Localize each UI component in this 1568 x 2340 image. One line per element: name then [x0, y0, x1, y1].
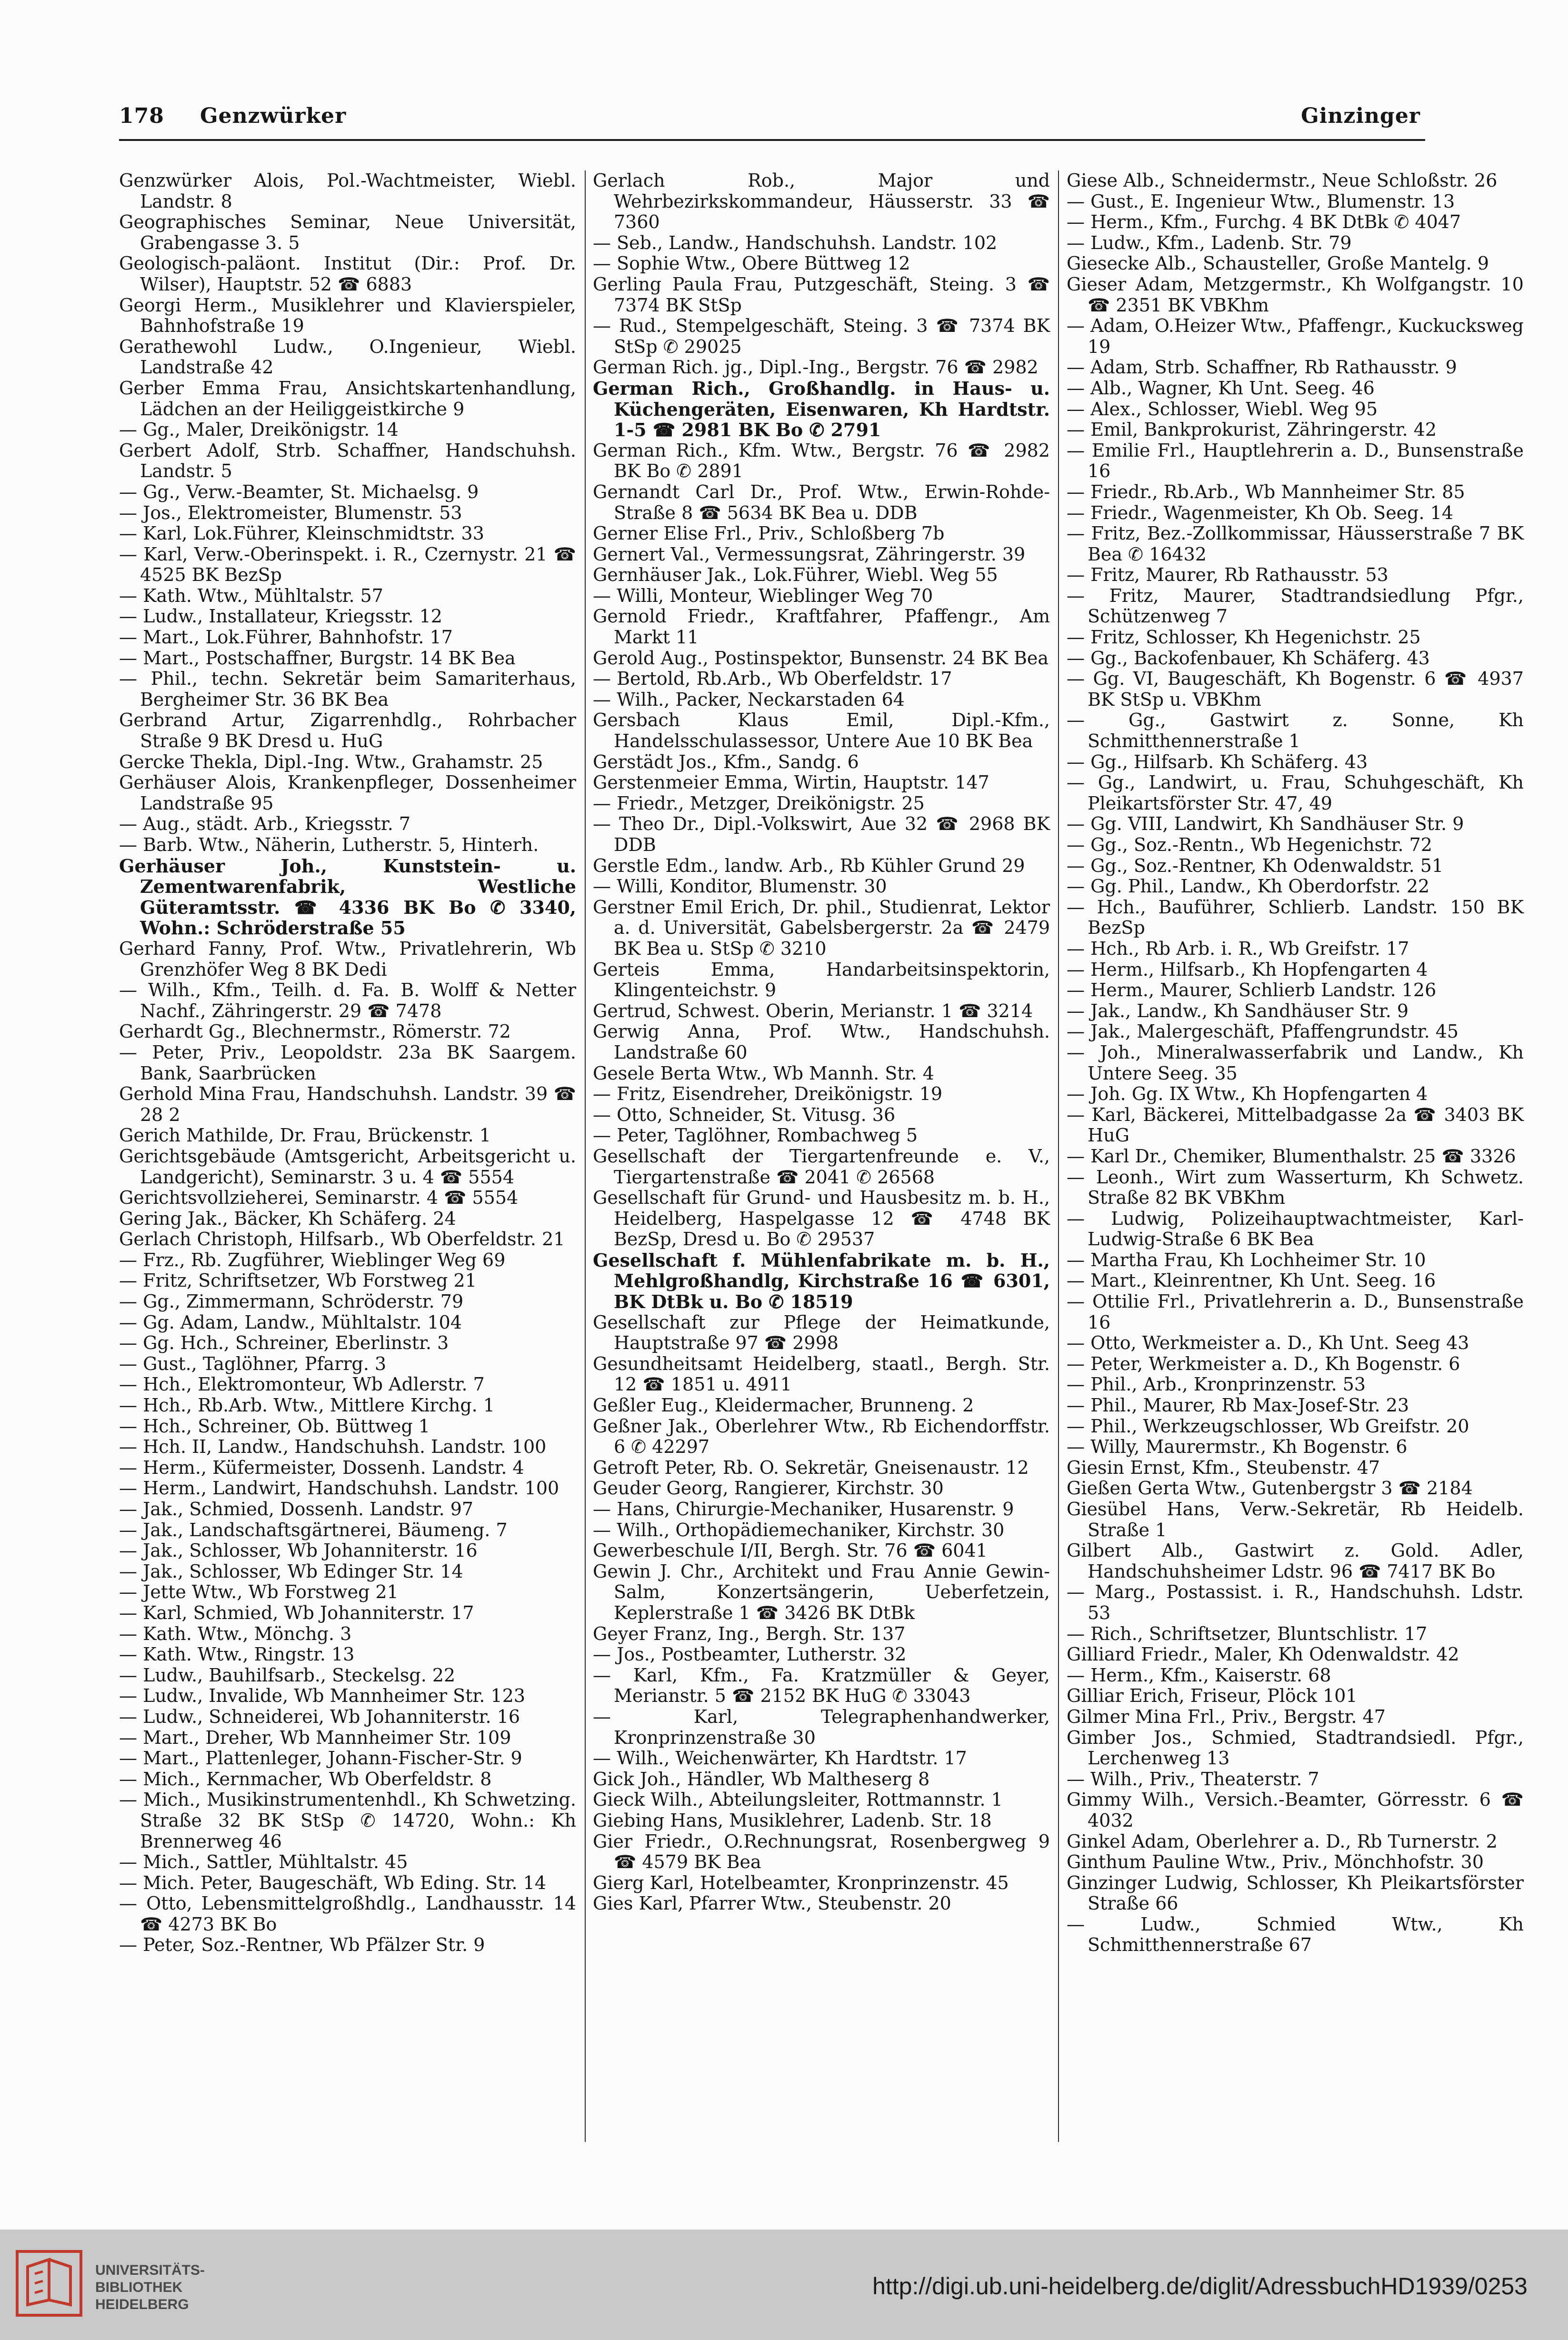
directory-entry: — Barb. Wtw., Näherin, Lutherstr. 5, Hinterh.	[119, 834, 539, 855]
directory-entry: — Wilh., Priv., Theaterstr. 7	[1067, 1768, 1319, 1790]
directory-entry: — Otto, Schneider, St. Vitusg. 36	[593, 1104, 896, 1125]
directory-entry: Gerhardt Gg., Blechnermstr., Römerstr. 72	[119, 1021, 511, 1042]
directory-entry: — Kath. Wtw., Ringstr. 13	[119, 1644, 355, 1665]
directory-entry: Getroft Peter, Rb. O. Sekretär, Gneisenaustr. 12	[593, 1457, 1029, 1478]
directory-entry: — Jos., Postbeamter, Lutherstr. 32	[593, 1644, 907, 1665]
directory-entry: Gersbach Klaus Emil, Dipl.-Kfm., Handelsschulassessor, Untere Aue 10 BK Bea	[593, 710, 1050, 752]
directory-entry: Gies Karl, Pfarrer Wtw., Steubenstr. 20	[593, 1893, 951, 1914]
directory-entry: Gilliar Erich, Friseur, Plöck 101	[1067, 1685, 1358, 1707]
column-3	[1067, 170, 1524, 1956]
directory-entry: — Gg., Zimmermann, Schröderstr. 79	[119, 1291, 464, 1312]
directory-entry: — Gg., Verw.-Beamter, St. Michaelsg. 9	[119, 481, 479, 502]
directory-entry: — Wilh., Orthopädiemechaniker, Kirchstr. 30	[593, 1519, 1005, 1540]
directory-entry: Geßler Eug., Kleidermacher, Brunneng. 2	[593, 1395, 974, 1416]
directory-entry: Gier Friedr., O.Rechnungsrat, Rosenbergweg 9 ☎ 4579 BK Bea	[593, 1830, 1050, 1873]
directory-entry: — Peter, Taglöhner, Rombachweg 5	[593, 1125, 918, 1146]
directory-entry: — Gust., Taglöhner, Pfarrg. 3	[119, 1353, 387, 1374]
directory-entry: — Hans, Chirurgie-Mechaniker, Husarenstr. 9	[593, 1499, 1014, 1520]
header-right-keyword: Ginzinger	[1301, 104, 1420, 128]
directory-entry: Gerstädt Jos., Kfm., Sandg. 6	[593, 751, 859, 772]
directory-entry: — Friedr., Metzger, Dreikönigstr. 25	[593, 792, 925, 814]
directory-entry: Gerber Emma Frau, Ansichtskartenhandlung, Lädchen an der Heiliggeistkirche 9	[119, 377, 576, 420]
directory-entry: Gernert Val., Vermessungsrat, Zähringerstr. 39	[593, 543, 1026, 565]
directory-entry: Gesellschaft f. Mühlenfabrikate m. b. H., Mehlgroßhandlg, Kirchstraße 16 ☎ 6301, BK DtBk u. Bo ✆ 18519	[593, 1249, 1050, 1313]
directory-entry: — Ludw., Installateur, Kriegsstr. 12	[119, 606, 442, 627]
directory-entry: — Peter, Werkmeister a. D., Kh Bogenstr. 6	[1067, 1353, 1460, 1374]
directory-entry: — Gg., Backofenbauer, Kh Schäferg. 43	[1067, 647, 1430, 669]
directory-entry: Gerhäuser Joh., Kunststein- u. Zementwarenfabrik, Westliche Güteramtsstr. ☎ 4336 BK Bo ✆ 3340, Wohn.: Schröderstraße 55	[119, 855, 576, 939]
directory-entry: — Wilh., Weichenwärter, Kh Hardtstr. 17	[593, 1748, 967, 1769]
directory-entry: — Peter, Priv., Leopoldstr. 23a BK Saargem. Bank, Saarbrücken	[119, 1041, 576, 1084]
column-1	[119, 170, 576, 1956]
page-number: 178	[119, 104, 164, 128]
source-url-link[interactable]: http://digi.ub.uni-heidelberg.de/diglit/AdressbuchHD1939/0253	[872, 2273, 1528, 2300]
directory-entry: — Mart., Kleinrentner, Kh Unt. Seeg. 16	[1067, 1270, 1436, 1291]
directory-entry: Gießen Gerta Wtw., Gutenbergstr 3 ☎ 2184	[1067, 1478, 1473, 1499]
directory-entry: Genzwürker Alois, Pol.-Wachtmeister, Wiebl. Landstr. 8	[119, 170, 576, 212]
directory-entry: — Jak., Schmied, Dossenh. Landstr. 97	[119, 1499, 474, 1520]
directory-entry: — Hch., Rb Arb. i. R., Wb Greifstr. 17	[1067, 938, 1409, 959]
directory-entry: — Phil., Werkzeugschlosser, Wb Greifstr. 20	[1067, 1415, 1469, 1437]
directory-entry: — Karl, Kfm., Fa. Kratzmüller & Geyer, Merianstr. 5 ☎ 2152 BK HuG ✆ 33043	[593, 1664, 1050, 1707]
directory-entry: Gieser Adam, Metzgermstr., Kh Wolfgangstr. 10 ☎ 2351 BK VBKhm	[1067, 273, 1524, 316]
directory-entry: — Phil., Maurer, Rb Max-Josef-Str. 23	[1067, 1395, 1409, 1416]
directory-entry: Ginthum Pauline Wtw., Priv., Mönchhofstr. 30	[1067, 1851, 1484, 1873]
directory-entry: Gierg Karl, Hotelbeamter, Kronprinzenstr. 45	[593, 1872, 1009, 1893]
directory-entry: — Seb., Landw., Handschuhsh. Landstr. 102	[593, 232, 998, 253]
directory-entry: — Fritz, Eisendreher, Dreikönigstr. 19	[593, 1083, 943, 1105]
directory-entry: Gesellschaft für Grund- und Hausbesitz m. b. H., Heidelberg, Haspelgasse 12 ☎ 4748 BK BezSp, Dresd u. Bo ✆ 29537	[593, 1187, 1050, 1250]
directory-entry: — Ludw., Bauhilfsarb., Steckelsg. 22	[119, 1664, 456, 1686]
directory-entry: — Karl, Bäckerei, Mittelbadgasse 2a ☎ 3403 BK HuG	[1067, 1104, 1524, 1146]
directory-entry: Gerlach Christoph, Hilfsarb., Wb Oberfeldstr. 21	[119, 1229, 565, 1250]
column-2	[593, 170, 1050, 1914]
directory-entry: — Aug., städt. Arb., Kriegsstr. 7	[119, 813, 411, 835]
directory-entry: Giese Alb., Schneidermstr., Neue Schloßstr. 26	[1067, 170, 1498, 191]
library-logo-icon	[13, 2248, 85, 2319]
directory-entry: — Theo Dr., Dipl.-Volkswirt, Aue 32 ☎ 2968 BK DDB	[593, 813, 1050, 855]
directory-entry: — Herm., Kfm., Furchg. 4 BK DtBk ✆ 4047	[1067, 211, 1461, 233]
directory-entry: — Gg. VIII, Landwirt, Kh Sandhäuser Str. 9	[1067, 813, 1464, 835]
directory-entry: Gerling Paula Frau, Putzgeschäft, Steing. 3 ☎ 7374 BK StSp	[593, 273, 1050, 316]
directory-entry: — Leonh., Wirt zum Wasserturm, Kh Schwetz. Straße 82 BK VBKhm	[1067, 1166, 1524, 1209]
directory-entry: Gerstenmeier Emma, Wirtin, Hauptstr. 147	[593, 772, 989, 793]
directory-entry: — Herm., Hilfsarb., Kh Hopfengarten 4	[1067, 959, 1428, 980]
directory-entry: Gilbert Alb., Gastwirt z. Gold. Adler, Handschuhsheimer Ldstr. 96 ☎ 7417 BK Bo	[1067, 1540, 1524, 1582]
directory-entry: Gerstner Emil Erich, Dr. phil., Studienrat, Lektor a. d. Universität, Gabelsbergerstr. 2a ☎ 2479 BK Bea u. StSp ✆ 3210	[593, 896, 1050, 959]
directory-entry: — Willi, Monteur, Wieblinger Weg 70	[593, 585, 933, 606]
directory-entry: Geuder Georg, Rangierer, Kirchstr. 30	[593, 1478, 944, 1499]
directory-entry: — Gg. Adam, Landw., Mühltalstr. 104	[119, 1311, 462, 1333]
directory-entry: — Karl, Verw.-Oberinspekt. i. R., Czernystr. 21 ☎ 4525 BK BezSp	[119, 543, 576, 586]
directory-entry: — Gg., Gastwirt z. Sonne, Kh Schmitthennerstraße 1	[1067, 710, 1524, 752]
directory-entry: — Adam, Strb. Schaffner, Rb Rathausstr. 9	[1067, 357, 1457, 378]
directory-entry: Gewerbeschule I/II, Bergh. Str. 76 ☎ 6041	[593, 1540, 988, 1561]
directory-entry: Gerichtsgebäude (Amtsgericht, Arbeitsgericht u. Landgericht), Seminarstr. 3 u. 4 ☎ 5554	[119, 1145, 576, 1188]
directory-entry: — Joh., Mineralwasserfabrik und Landw., Kh Untere Seeg. 35	[1067, 1041, 1524, 1084]
directory-entry: — Ludw., Schmied Wtw., Kh Schmitthennerstraße 67	[1067, 1913, 1524, 1956]
directory-entry: — Mart., Lok.Führer, Bahnhofstr. 17	[119, 627, 453, 648]
directory-entry: — Mart., Dreher, Wb Mannheimer Str. 109	[119, 1727, 511, 1748]
directory-entry: Gerteis Emma, Handarbeitsinspektorin, Klingenteichstr. 9	[593, 959, 1050, 1001]
directory-entry: Gerbert Adolf, Strb. Schaffner, Handschuhsh. Landstr. 5	[119, 440, 576, 482]
directory-entry: Gesele Berta Wtw., Wb Mannh. Str. 4	[593, 1062, 934, 1084]
directory-entry: — Friedr., Wagenmeister, Kh Ob. Seeg. 14	[1067, 502, 1454, 523]
directory-entry: — Ludw., Invalide, Wb Mannheimer Str. 123	[119, 1685, 526, 1707]
directory-entry: — Karl, Lok.Führer, Kleinschmidtstr. 33	[119, 523, 484, 544]
directory-entry: — Fritz, Bez.-Zollkommissar, Häusserstraße 7 BK Bea ✆ 16432	[1067, 523, 1524, 565]
directory-entry: — Rud., Stempelgeschäft, Steing. 3 ☎ 7374 BK StSp ✆ 29025	[593, 315, 1050, 357]
directory-entry: Gewin J. Chr., Architekt und Frau Annie Gewin-Salm, Konzertsängerin, Ueberfetzein, Keplerstraße 1 ☎ 3426 BK DtBk	[593, 1560, 1050, 1623]
directory-entry: Gerstle Edm., landw. Arb., Rb Kühler Grund 29	[593, 855, 1025, 876]
directory-entry: — Fritz, Maurer, Stadtrandsiedlung Pfgr., Schützenweg 7	[1067, 585, 1524, 627]
directory-entry: Gilliard Friedr., Maler, Kh Odenwaldstr. 42	[1067, 1644, 1459, 1665]
directory-entry: — Ottilie Frl., Privatlehrerin a. D., Bunsenstraße 16	[1067, 1291, 1524, 1333]
directory-entry: — Jak., Malergeschäft, Pfaffengrundstr. 45	[1067, 1021, 1459, 1042]
directory-entry: — Fritz, Schriftsetzer, Wb Forstweg 21	[119, 1270, 477, 1291]
directory-entry: Geologisch-paläont. Institut (Dir.: Prof. Dr. Wilser), Hauptstr. 52 ☎ 6883	[119, 253, 576, 295]
directory-entry: Gerich Mathilde, Dr. Frau, Brückenstr. 1	[119, 1125, 491, 1146]
directory-entry: — Mich. Peter, Baugeschäft, Wb Eding. Str. 14	[119, 1872, 547, 1893]
directory-entry: — Phil., Arb., Kronprinzenstr. 53	[1067, 1374, 1366, 1395]
directory-entry: Gernandt Carl Dr., Prof. Wtw., Erwin-Rohde-Straße 8 ☎ 5634 BK Bea u. DDB	[593, 481, 1050, 523]
directory-entry: Gerbrand Artur, Zigarrenhdlg., Rohrbacher Straße 9 BK Dresd u. HuG	[119, 710, 576, 752]
directory-entry: German Rich. jg., Dipl.-Ing., Bergstr. 76 ☎ 2982	[593, 357, 1039, 378]
directory-entry: Gimber Jos., Schmied, Stadtrandsiedl. Pfgr., Lerchenweg 13	[1067, 1727, 1524, 1769]
directory-entry: German Rich., Kfm. Wtw., Bergstr. 76 ☎ 2982 BK Bo ✆ 2891	[593, 440, 1050, 482]
directory-entry: Gerhäuser Alois, Krankenpfleger, Dossenheimer Landstraße 95	[119, 772, 576, 814]
directory-entry: — Alb., Wagner, Kh Unt. Seeg. 46	[1067, 377, 1375, 399]
directory-entry: Gerhard Fanny, Prof. Wtw., Privatlehrerin, Wb Grenzhöfer Weg 8 BK Dedi	[119, 938, 576, 980]
directory-entry: Geyer Franz, Ing., Bergh. Str. 137	[593, 1623, 906, 1644]
directory-entry: — Jak., Schlosser, Wb Edinger Str. 14	[119, 1560, 463, 1582]
directory-entry: — Hch., Rb.Arb. Wtw., Mittlere Kirchg. 1	[119, 1395, 495, 1416]
footer-bar	[0, 2230, 1568, 2340]
directory-entry: — Karl, Telegraphenhandwerker, Kronprinzenstraße 30	[593, 1706, 1050, 1748]
directory-entry: — Jak., Landw., Kh Sandhäuser Str. 9	[1067, 1000, 1409, 1021]
directory-entry: — Wilh., Kfm., Teilh. d. Fa. B. Wolff & Netter Nachf., Zähringerstr. 29 ☎ 7478	[119, 980, 576, 1021]
directory-entry: — Karl, Schmied, Wb Johanniterstr. 17	[119, 1602, 474, 1623]
directory-entry: Gesellschaft zur Pflege der Heimatkunde, Hauptstraße 97 ☎ 2998	[593, 1311, 1050, 1354]
directory-entry: Ginzinger Ludwig, Schlosser, Kh Pleikartsförster Straße 66	[1067, 1872, 1524, 1914]
directory-entry: — Willi, Konditor, Blumenstr. 30	[593, 876, 887, 897]
directory-entry: — Wilh., Packer, Neckarstaden 64	[593, 689, 905, 710]
directory-entry: Gernold Friedr., Kraftfahrer, Pfaffengr., Am Markt 11	[593, 606, 1050, 648]
directory-entry: Giebing Hans, Musiklehrer, Ladenb. Str. 18	[593, 1810, 992, 1831]
library-name-line: BIBLIOTHEK	[95, 2280, 183, 2295]
directory-entry: Gerner Elise Frl., Priv., Schloßberg 7b	[593, 523, 945, 544]
directory-entry: — Ludw., Kfm., Ladenb. Str. 79	[1067, 232, 1352, 253]
directory-entry: — Herm., Küfermeister, Dossenh. Landstr. 4	[119, 1457, 524, 1478]
directory-entry: — Friedr., Rb.Arb., Wb Mannheimer Str. 85	[1067, 481, 1465, 502]
library-name	[95, 2262, 205, 2313]
directory-entry: Gerlach Rob., Major und Wehrbezirkskommandeur, Häusserstr. 33 ☎ 7360	[593, 170, 1050, 233]
directory-entry: — Gg. Phil., Landw., Kh Oberdorfstr. 22	[1067, 876, 1430, 897]
directory-entry: — Jos., Elektromeister, Blumenstr. 53	[119, 502, 462, 523]
directory-entry: — Mich., Musikinstrumentenhdl., Kh Schwetzing. Straße 32 BK StSp ✆ 14720, Wohn.: Kh Brennerweg 46	[119, 1789, 576, 1852]
directory-entry: Giesin Ernst, Kfm., Steubenstr. 47	[1067, 1457, 1380, 1478]
directory-entry: — Gg. Hch., Schreiner, Eberlinstr. 3	[119, 1332, 449, 1354]
directory-entry: — Gust., E. Ingenieur Wtw., Blumenstr. 13	[1067, 190, 1455, 212]
directory-entry: Geßner Jak., Oberlehrer Wtw., Rb Eichendorffstr. 6 ✆ 42297	[593, 1415, 1050, 1458]
directory-entry: — Kath. Wtw., Mühltalstr. 57	[119, 585, 383, 606]
directory-entry: — Hch. II, Landw., Handschuhsh. Landstr. 100	[119, 1436, 547, 1458]
directory-entry: — Herm., Maurer, Schlierb Landstr. 126	[1067, 980, 1437, 1001]
directory-entry: — Gg., Hilfsarb. Kh Schäferg. 43	[1067, 751, 1368, 772]
directory-entry: — Hch., Elektromonteur, Wb Adlerstr. 7	[119, 1374, 485, 1395]
directory-entry: German Rich., Großhandlg. in Haus- u. Küchengeräten, Eisenwaren, Kh Hardtstr. 1-5 ☎ 2981 BK Bo ✆ 2791	[593, 377, 1050, 441]
directory-entry: Gieck Wilh., Abteilungsleiter, Rottmannstr. 1	[593, 1789, 1003, 1810]
directory-entry: — Peter, Soz.-Rentner, Wb Pfälzer Str. 9	[119, 1934, 485, 1956]
directory-entry: — Mart., Postschaffner, Burgstr. 14 BK Bea	[119, 647, 516, 669]
directory-entry: — Alex., Schlosser, Wiebl. Weg 95	[1067, 398, 1378, 420]
directory-entry: — Sophie Wtw., Obere Büttweg 12	[593, 253, 910, 274]
column-divider	[585, 170, 586, 2142]
directory-entry: Gick Joh., Händler, Wb Maltheserg 8	[593, 1768, 930, 1790]
directory-entry: — Otto, Lebensmittelgroßhdlg., Landhausstr. 14 ☎ 4273 BK Bo	[119, 1893, 576, 1935]
directory-entry: — Willy, Maurermstr., Kh Bogenstr. 6	[1067, 1436, 1408, 1458]
directory-entry: — Mart., Plattenleger, Johann-Fischer-Str. 9	[119, 1748, 522, 1769]
directory-entry: Gerathewohl Ludw., O.Ingenieur, Wiebl. Landstraße 42	[119, 336, 576, 378]
header-rule	[119, 139, 1425, 141]
directory-entry: — Fritz, Maurer, Rb Rathausstr. 53	[1067, 564, 1388, 586]
directory-entry: Gering Jak., Bäcker, Kh Schäferg. 24	[119, 1208, 456, 1229]
directory-entry: — Otto, Werkmeister a. D., Kh Unt. Seeg 43	[1067, 1332, 1469, 1354]
directory-entry: — Gg., Landwirt, u. Frau, Schuhgeschäft, Kh Pleikartsförster Str. 47, 49	[1067, 772, 1524, 814]
directory-entry: — Ludw., Schneiderei, Wb Johanniterstr. 16	[119, 1706, 520, 1727]
directory-entry: — Frz., Rb. Zugführer, Wieblinger Weg 69	[119, 1249, 506, 1270]
directory-entry: Gerichtsvollzieherei, Seminarstr. 4 ☎ 5554	[119, 1187, 519, 1209]
directory-entry: — Gg. VI, Baugeschäft, Kh Bogenstr. 6 ☎ 4937 BK StSp u. VBKhm	[1067, 668, 1524, 710]
directory-entry: Gilmer Mina Frl., Priv., Bergstr. 47	[1067, 1706, 1386, 1727]
directory-entry: — Joh. Gg. IX Wtw., Kh Hopfengarten 4	[1067, 1083, 1428, 1105]
directory-entry: — Rich., Schriftsetzer, Bluntschlistr. 17	[1067, 1623, 1428, 1644]
directory-entry: — Emil, Bankprokurist, Zähringerstr. 42	[1067, 419, 1437, 440]
directory-entry: Gerwig Anna, Prof. Wtw., Handschuhsh. Landstraße 60	[593, 1021, 1050, 1063]
directory-entry: Gerold Aug., Postinspektor, Bunsenstr. 24 BK Bea	[593, 647, 1049, 669]
directory-entry: Gerhold Mina Frau, Handschuhsh. Landstr. 39 ☎ 28 2	[119, 1083, 576, 1125]
directory-entry: — Mich., Sattler, Mühltalstr. 45	[119, 1851, 408, 1873]
directory-entry: — Bertold, Rb.Arb., Wb Oberfeldstr. 17	[593, 668, 952, 690]
directory-entry: Geographisches Seminar, Neue Universität, Grabengasse 3. 5	[119, 211, 576, 253]
directory-entry: — Jak., Schlosser, Wb Johanniterstr. 16	[119, 1540, 478, 1561]
directory-entry: — Hch., Schreiner, Ob. Büttweg 1	[119, 1415, 430, 1437]
directory-entry: Giesecke Alb., Schausteller, Große Mantelg. 9	[1067, 253, 1489, 274]
directory-entry: Giesübel Hans, Verw.-Sekretär, Rb Heidelb. Straße 1	[1067, 1499, 1524, 1540]
directory-entry: Gercke Thekla, Dipl.-Ing. Wtw., Grahamstr. 25	[119, 751, 543, 772]
directory-entry: — Adam, O.Heizer Wtw., Pfaffengr., Kuckucksweg 19	[1067, 315, 1524, 357]
directory-entry: Gesundheitsamt Heidelberg, staatl., Bergh. Str. 12 ☎ 1851 u. 4911	[593, 1353, 1050, 1395]
header-left-keyword: Genzwürker	[200, 104, 347, 128]
directory-entry: — Herm., Kfm., Kaiserstr. 68	[1067, 1664, 1331, 1686]
column-divider	[1058, 170, 1059, 2142]
directory-entry: — Ludwig, Polizeihauptwachtmeister, Karl-Ludwig-Straße 6 BK Bea	[1067, 1208, 1524, 1250]
directory-entry: — Emilie Frl., Hauptlehrerin a. D., Bunsenstraße 16	[1067, 440, 1524, 482]
directory-entry: Gesellschaft der Tiergartenfreunde e. V., Tiergartenstraße ☎ 2041 ✆ 26568	[593, 1145, 1050, 1188]
directory-entry: — Karl Dr., Chemiker, Blumenthalstr. 25 ☎ 3326	[1067, 1145, 1516, 1167]
directory-entry: — Gg., Soz.-Rentn., Wb Hegenichstr. 72	[1067, 834, 1432, 855]
directory-entry: Gertrud, Schwest. Oberin, Merianstr. 1 ☎ 3214	[593, 1000, 1033, 1021]
directory-entry: — Herm., Landwirt, Handschuhsh. Landstr. 100	[119, 1478, 559, 1499]
directory-entry: — Jak., Landschaftsgärtnerei, Bäumeng. 7	[119, 1519, 508, 1540]
directory-entry: — Kath. Wtw., Mönchg. 3	[119, 1623, 352, 1644]
directory-entry: Gimmy Wilh., Versich.-Beamter, Görresstr. 6 ☎ 4032	[1067, 1789, 1524, 1831]
library-name-line: HEIDELBERG	[95, 2297, 189, 2312]
directory-entry: — Gg., Maler, Dreikönigstr. 14	[119, 419, 399, 440]
directory-entry: — Mich., Kernmacher, Wb Oberfeldstr. 8	[119, 1768, 492, 1790]
directory-entry: Ginkel Adam, Oberlehrer a. D., Rb Turnerstr. 2	[1067, 1830, 1498, 1852]
directory-entry: — Martha Frau, Kh Lochheimer Str. 10	[1067, 1249, 1426, 1270]
directory-entry: — Phil., techn. Sekretär beim Samariterhaus, Bergheimer Str. 36 BK Bea	[119, 668, 576, 710]
directory-entry: — Gg., Soz.-Rentner, Kh Odenwaldstr. 51	[1067, 855, 1444, 876]
directory-entry: — Fritz, Schlosser, Kh Hegenichstr. 25	[1067, 627, 1421, 648]
directory-entry: Georgi Herm., Musiklehrer und Klavierspieler, Bahnhofstraße 19	[119, 294, 576, 337]
directory-entry: — Hch., Bauführer, Schlierb. Landstr. 150 BK BezSp	[1067, 896, 1524, 939]
directory-entry: — Jette Wtw., Wb Forstweg 21	[119, 1581, 399, 1603]
directory-entry: — Marg., Postassist. i. R., Handschuhsh. Ldstr. 53	[1067, 1581, 1524, 1623]
directory-entry: Gernhäuser Jak., Lok.Führer, Wiebl. Weg 55	[593, 564, 998, 586]
library-name-line: UNIVERSITÄTS-	[95, 2262, 205, 2278]
